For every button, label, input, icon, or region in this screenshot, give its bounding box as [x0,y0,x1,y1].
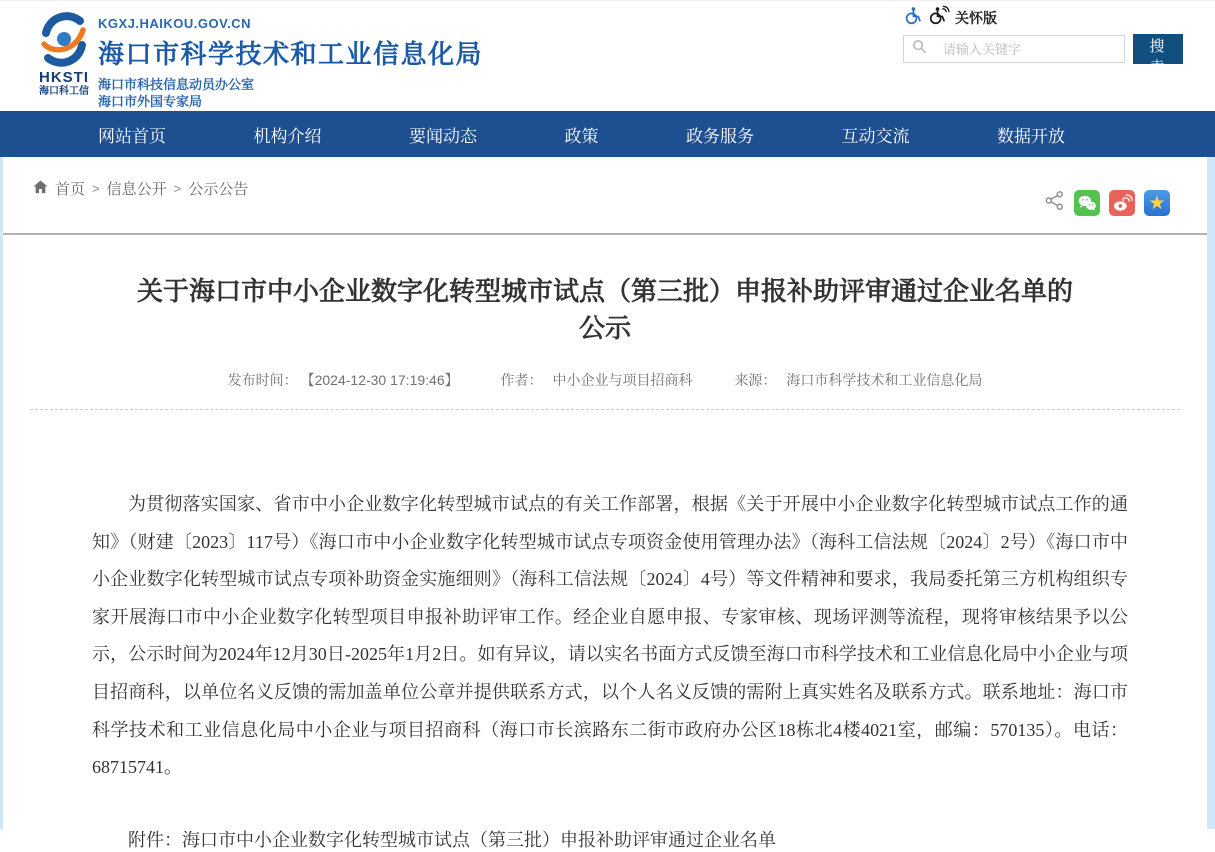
search-button[interactable]: 搜 索 [1133,34,1183,64]
share-nodes-icon[interactable] [1044,190,1065,216]
publish-time-value: 【2024-12-30 17:19:46】 [307,372,459,388]
search-box[interactable] [903,35,1125,63]
source-label: 来源： [734,372,777,388]
page-background [0,157,1215,850]
nav-item-policy[interactable]: 政策 [564,126,599,146]
breadcrumb-separator: > [173,181,182,196]
breadcrumb-info-disclosure[interactable]: 信息公开 [106,181,167,198]
home-icon [33,180,48,198]
site-title: 海口市科学技术和工业信息化局 [98,39,484,69]
breadcrumb [33,178,248,199]
site-subtitle-2: 海口市外国专家局 [98,94,203,109]
site-logo[interactable] [33,13,95,98]
breadcrumb-separator: > [92,181,100,196]
attachment-link[interactable]: 附件：海口市中小企业数字化转型城市试点（第三批）申报补助评审通过企业名单 [128,829,776,850]
care-version-link[interactable] [903,6,997,30]
source-value: 海口市科学技术和工业信息化局 [786,372,983,388]
logo-acronym: HKSTI [39,69,89,86]
dashed-divider [30,409,1180,410]
nav-item-home[interactable]: 网站首页 [98,126,166,146]
logo-caption: 海口科工信 [39,86,89,97]
author-value: 中小企业与项目招商科 [552,372,693,388]
main-nav [0,111,1215,157]
care-version-label: 关怀版 [955,10,997,26]
breadcrumb-home[interactable]: 首页 [55,181,86,198]
source-group [729,372,987,388]
nav-item-services[interactable]: 政务服务 [686,126,754,146]
wheelchair-signal-icon [928,6,949,30]
wheelchair-icon [903,6,922,30]
weibo-icon[interactable] [1109,190,1135,216]
nav-item-interact[interactable]: 互动交流 [841,126,910,146]
share-toolbar [1044,190,1170,216]
publish-time-group [223,372,464,388]
search-input[interactable] [941,41,1121,58]
site-subtitle-1: 海口市科技信息动员办公室 [98,77,255,92]
breadcrumb-bar [3,157,1207,235]
content-panel [3,157,1207,850]
qzone-star-glyph: ★ [1148,192,1166,214]
publish-time-label: 发布时间： [227,372,298,388]
nav-item-about[interactable]: 机构介绍 [253,126,322,146]
nav-item-open-data[interactable]: 数据开放 [997,126,1065,146]
search-icon [912,39,927,59]
author-group [496,372,698,388]
wechat-icon[interactable] [1074,190,1100,216]
site-search [903,34,1183,76]
article-title: 关于海口市中小企业数字化转型城市试点（第三批）申报补助评审通过企业名单的公示 [136,276,1073,343]
article [3,235,1207,852]
author-label: 作者： [500,372,543,388]
site-domain: KGXJ.HAIKOU.GOV.CN [98,16,251,31]
site-header [0,0,1215,111]
site-identity [98,16,483,110]
article-meta [3,370,1207,390]
breadcrumb-announcements[interactable]: 公示公告 [188,181,249,198]
hksti-swirl-logo-icon [38,52,90,69]
article-body: 为贯彻落实国家、省市中小企业数字化转型城市试点的有关工作部署，根据《关于开展中小企业数字化转型城市试点工作的通知》（财建〔2023〕117号）《海口市中小企业数字化转型城市试点专项资金使用管理办法》（海科工信法规〔2024〕2号）《海口市中小企业数字化转型城市试点专项补助资金实施细则》（海科工信法规〔2024〕4号）等文件精神和要求，我局委托第三方机构组织专家开展海口市中小企业数字化转型项目申报补助评审工作。经企业自愿申报、专家审核、现场评测等流程，现将审核结果予以公示，公示时间为2024年12月30日-2025年1月2日。如有异议，请以实名书面方式反馈至海口市科学技术和工业信息化局中小企业与项目招商科，以单位名义反馈的需加盖单位公章并提供联系方式，以个人名义反馈的需附上真实姓名及联系方式。联系地址：海口市科学技术和工业信息化局中小企业与项目招商科（海口市长滨路东二街市政府办公区18栋北4楼4021室，邮编：570135）。电话：68715741。 [92,494,1128,778]
nav-item-news[interactable]: 要闻动态 [409,126,477,146]
qzone-icon[interactable] [1144,190,1170,216]
